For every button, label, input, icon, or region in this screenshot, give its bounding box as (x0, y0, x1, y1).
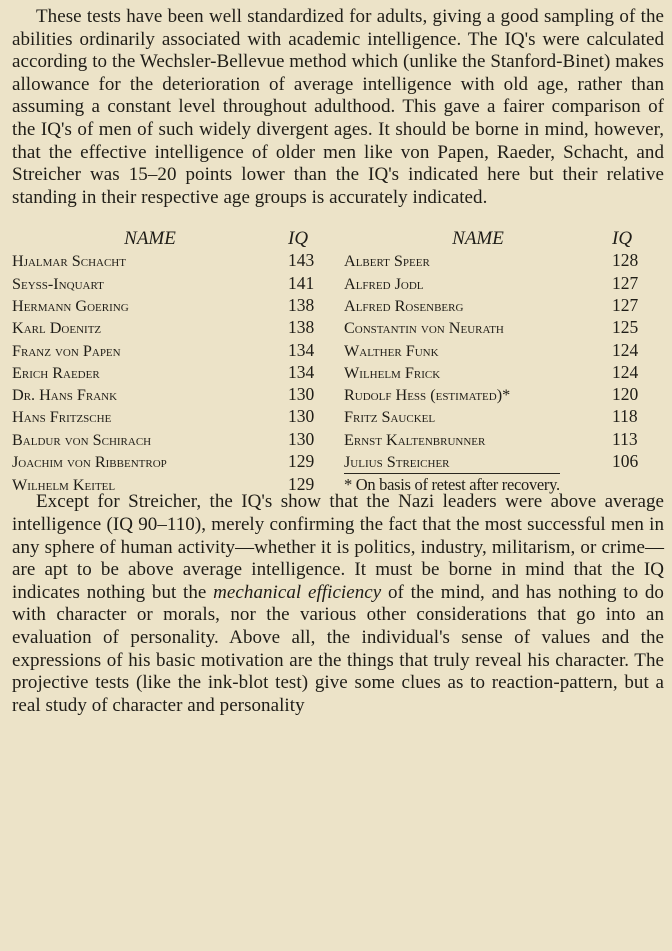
right-name-cell: Alfred Rosenberg (344, 296, 464, 315)
header-iq-right: IQ (612, 228, 633, 250)
left-iq-cell: 129 (288, 474, 315, 495)
right-name-cell: Albert Speer (344, 252, 430, 271)
header-name-right: NAME (452, 228, 504, 250)
closing-paragraph (12, 491, 664, 717)
left-name-cell: Wilhelm Keitel (12, 476, 116, 495)
table-row (12, 473, 638, 496)
emphasis-mechanical-efficiency: mechanical efficiency (213, 581, 382, 603)
right-name-cell: Rudolf Hess (estimated)* (344, 386, 511, 405)
iq-table-section (12, 227, 664, 495)
left-name-cell: Hermann Goering (12, 296, 129, 315)
left-iq-cell: 130 (288, 406, 315, 427)
left-iq-cell: 130 (288, 428, 315, 449)
right-name-cell: Wilhelm Frick (344, 363, 441, 382)
right-iq-cell: 128 (612, 250, 639, 271)
table-row (12, 295, 638, 317)
left-iq-cell: 134 (288, 361, 315, 382)
right-iq-cell: 118 (612, 406, 638, 427)
footnote-cell (344, 473, 638, 496)
right-name-cell: Walther Funk (344, 341, 439, 360)
table-row (12, 429, 638, 451)
right-name-cell: Alfred Jodl (344, 274, 424, 293)
intro-paragraph: These tests have been well standardized for adults, giving a good sampling of the abilities ordinarily associated with academic intelligence. The IQ's were calculated according to the Wechsler-Bellevue method which (unlike the Stanford-Binet) makes allowance for the deterioration of average intelligence with old age, rather than assuming a constant level throughout adulthood. This gave a fairer comparison of the IQ's of men of such widely divergent ages. It should be borne in mind, however, that the effective intelligence of older men like von Papen, Raeder, Schacht, and Streicher was 15–20 points lower than the IQ's indicated here but their relative standing in their respective age groups is accurately indicated. (12, 6, 664, 208)
table-row (12, 317, 638, 339)
closing-paragraph-wrap (12, 491, 664, 717)
left-name-cell: Erich Raeder (12, 363, 100, 382)
left-name-cell: Franz von Papen (12, 341, 121, 360)
table-header-row (12, 227, 638, 250)
left-name-cell: Joachim von Ribbentrop (12, 453, 167, 472)
right-iq-cell: 124 (612, 339, 639, 360)
left-iq-cell: 141 (288, 272, 315, 293)
left-name-cell: Seyss-Inquart (12, 274, 104, 293)
right-name-cell: Julius Streicher (344, 453, 450, 472)
left-iq-cell: 138 (288, 317, 315, 338)
left-iq-cell: 143 (288, 250, 315, 271)
right-iq-cell: 124 (612, 361, 639, 382)
table-row (12, 362, 638, 384)
table-row (12, 340, 638, 362)
header-iq-left: IQ (288, 228, 309, 250)
table-row (12, 250, 638, 272)
left-iq-cell: 130 (288, 384, 315, 405)
right-iq-cell: 127 (612, 272, 639, 293)
table-row (12, 451, 638, 473)
left-name-cell: Dr. Hans Frank (12, 386, 118, 405)
closing-text-after: of the mind, and has nothing to do with character or morals, nor the various other considerations that go into an evaluation of personality. Above all, the individual's sense of values and the expressions of his basic motivation are the things that truly reveal his character. The projective tests (like the ink-blot test) give some clues as to reaction-pattern, but a real study of character and personality (12, 581, 664, 716)
closing-text-before: Except for Streicher, the IQ's show that the Nazi leaders were above average intelligence (IQ 90–110), merely confirming the fact that the most successful men in any sphere of human activity—whether it is politics, industry, militarism, or crime—are apt to be above average intelligence. It must be borne in mind that the IQ indicates nothing but the (12, 491, 664, 603)
left-name-cell: Baldur von Schirach (12, 430, 152, 449)
footnote: * On basis of retest after recovery. (344, 475, 560, 495)
right-iq-cell: 125 (612, 317, 639, 338)
left-name-cell: Hjalmar Schacht (12, 252, 126, 271)
left-name-cell: Karl Doenitz (12, 319, 102, 338)
iq-table (12, 227, 638, 496)
table-row (12, 384, 638, 406)
left-name-cell: Hans Fritzsche (12, 408, 112, 427)
right-iq-cell: 127 (612, 294, 639, 315)
right-iq-cell: 113 (612, 428, 638, 449)
table-row (12, 273, 638, 295)
right-iq-cell: 106 (612, 451, 639, 472)
left-iq-cell: 134 (288, 339, 315, 360)
header-name-left: NAME (124, 228, 176, 250)
left-iq-cell: 129 (288, 451, 315, 472)
right-iq-cell: 120 (612, 384, 639, 405)
right-name-cell: Ernst Kaltenbrunner (344, 430, 486, 449)
left-iq-cell: 138 (288, 294, 315, 315)
table-row (12, 406, 638, 428)
right-name-cell: Constantin von Neurath (344, 319, 504, 338)
right-name-cell: Fritz Sauckel (344, 408, 436, 427)
